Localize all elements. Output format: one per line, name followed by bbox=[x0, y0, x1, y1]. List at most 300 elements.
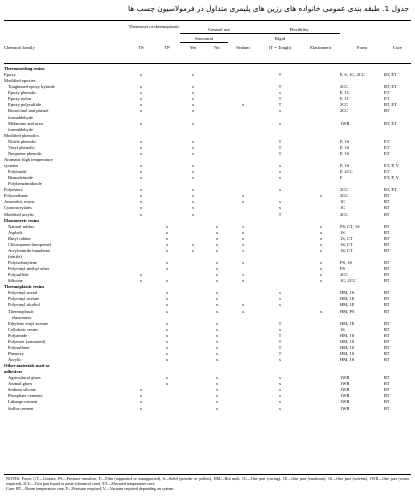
cell-fam: Polyamide bbox=[8, 332, 28, 338]
cell-no: x bbox=[215, 387, 219, 393]
cell-no: x bbox=[215, 326, 219, 332]
cell-rigid: x bbox=[278, 387, 282, 393]
cell-cure: RT, ET bbox=[384, 120, 397, 126]
cell-fam: Sulfur cement bbox=[8, 405, 34, 411]
cell-fam: Modified epoxies bbox=[4, 78, 36, 84]
tp-header: TP bbox=[164, 45, 170, 51]
cure-header: Cure bbox=[393, 45, 402, 51]
cell-form: F, 1S bbox=[340, 144, 350, 150]
cell-no: x bbox=[215, 223, 219, 229]
cell-fam: Thermoplastic bbox=[8, 308, 34, 314]
cell-no: x bbox=[215, 260, 219, 265]
cell-form: 1S, CT bbox=[340, 241, 353, 247]
cell-sealant: x bbox=[241, 102, 245, 108]
cell-form: HM, 1S bbox=[340, 332, 355, 338]
cell-sealant: x bbox=[241, 308, 245, 314]
cell-fam: Thermosetting resins bbox=[4, 66, 45, 71]
cell-form: F, 1C bbox=[340, 90, 350, 96]
yes-header: Yes bbox=[189, 45, 197, 51]
cell-form: 2CC bbox=[340, 272, 349, 278]
cell-cure: ET bbox=[384, 150, 390, 156]
cell-cure: RT bbox=[384, 235, 390, 241]
cell-yes: x bbox=[191, 187, 195, 193]
cell-fam: Phenoxy bbox=[8, 350, 24, 356]
cell-fam: Vinyl phenolic bbox=[8, 144, 35, 150]
cell-rigid: T bbox=[278, 350, 282, 356]
cell-cure: RT, ET bbox=[384, 187, 397, 193]
cell-no: x bbox=[215, 332, 219, 338]
cell-form: 1WR bbox=[340, 405, 350, 411]
cell-ts: x bbox=[139, 84, 143, 90]
cell-cure: RT bbox=[384, 405, 390, 411]
cell-fam: Melamine and urea bbox=[8, 120, 43, 126]
cell-ts: x bbox=[139, 205, 143, 211]
cell-cure: RT bbox=[384, 266, 390, 272]
cell-fam: Aromatic high temperature bbox=[4, 156, 53, 162]
resin-table bbox=[4, 66, 411, 412]
cell-elast: x bbox=[319, 247, 323, 253]
cell-form: 2CC bbox=[340, 108, 349, 114]
cell-form: PS bbox=[340, 266, 346, 272]
cell-cure: RT bbox=[384, 320, 390, 326]
cell-rigid: x bbox=[278, 120, 282, 126]
cell-rigid: x bbox=[278, 163, 282, 168]
cell-tp: x bbox=[165, 296, 169, 302]
cell-cure: RT bbox=[384, 393, 390, 399]
cell-cure: RT bbox=[384, 357, 390, 362]
cell-no: x bbox=[215, 338, 219, 344]
cell-tp: x bbox=[165, 320, 169, 326]
cell-tp: x bbox=[165, 332, 169, 338]
cell-form: HM, 1S bbox=[340, 290, 355, 296]
cell-ts: x bbox=[139, 144, 143, 150]
cell-yes: x bbox=[191, 193, 195, 199]
cell-form: 2CC bbox=[340, 102, 349, 108]
cell-fam: Thermoplastic resins bbox=[4, 284, 45, 290]
cell-rigid: T bbox=[278, 332, 282, 338]
cell-ts: x bbox=[139, 163, 143, 168]
cell-rigid: x bbox=[278, 375, 282, 381]
cell-ts: x bbox=[139, 102, 143, 108]
cell-tp: x bbox=[165, 308, 169, 314]
cell-form: 1S, CT bbox=[340, 247, 353, 253]
cell-rigid: T bbox=[278, 84, 282, 90]
header-rule bbox=[4, 63, 411, 64]
cell-rigid: T bbox=[278, 96, 282, 102]
cell-fam: Asphalt bbox=[8, 229, 22, 235]
cell-fam: Ethylene vinyl acetate bbox=[8, 320, 48, 326]
cell-form: 1S bbox=[340, 326, 345, 332]
cell-cure: RT bbox=[384, 193, 390, 199]
cell-fam: Polyvinyl methyl ether bbox=[8, 266, 50, 272]
table-notes bbox=[6, 476, 409, 492]
cell-rigid: T bbox=[278, 320, 282, 326]
cell-yes: x bbox=[191, 144, 195, 150]
cell-no: x bbox=[215, 247, 219, 253]
cell-cure: RT bbox=[384, 241, 390, 247]
cell-elast: x bbox=[319, 229, 323, 235]
cell-tp: x bbox=[165, 278, 169, 284]
cell-form: 1WR bbox=[340, 387, 350, 393]
cell-cure: RT bbox=[384, 229, 390, 235]
cell-rigid: x bbox=[278, 302, 282, 308]
cell-form: F, 1S bbox=[340, 163, 350, 168]
cell-form: 1WR bbox=[340, 399, 350, 405]
cell-elast: x bbox=[319, 235, 323, 241]
cell-yes bbox=[180, 406, 206, 412]
cell-cure: ET bbox=[384, 138, 390, 144]
cell-fam: formaldehyde bbox=[8, 114, 33, 120]
cell-tp: x bbox=[165, 381, 169, 387]
cell-ts: x bbox=[139, 399, 143, 405]
cell-sealant: x bbox=[241, 223, 245, 229]
top-rule bbox=[4, 20, 411, 21]
cell-fam: Sodium silicate bbox=[8, 387, 36, 393]
table-row bbox=[4, 406, 411, 412]
cell-fam: Polyesters bbox=[4, 187, 23, 193]
cell-form: F, 2CC bbox=[340, 169, 353, 175]
cell-fam: Animal glues bbox=[8, 381, 33, 387]
cell-cure: ET bbox=[384, 96, 390, 102]
cell-tp: x bbox=[165, 302, 169, 308]
cell-fam: Silicone bbox=[8, 278, 23, 284]
cell-cure: ET, P, V bbox=[384, 175, 399, 181]
cell-form: F bbox=[340, 175, 343, 181]
cell-cure: RT bbox=[384, 223, 390, 229]
cell-no: x bbox=[215, 344, 219, 350]
cell-sealant: x bbox=[241, 278, 245, 284]
cell-yes: x bbox=[191, 102, 195, 108]
cell-yes: x bbox=[191, 205, 195, 211]
cell-rigid: T bbox=[278, 150, 282, 156]
cell-rigid: x bbox=[278, 290, 282, 296]
cell-no: x bbox=[215, 308, 219, 314]
cell-sealant: x bbox=[241, 193, 245, 199]
cell-fam: Natural rubber bbox=[8, 223, 35, 229]
cell-cure: RT bbox=[384, 302, 390, 308]
cell-ts: x bbox=[139, 108, 143, 114]
cell-form: 1C bbox=[340, 205, 346, 211]
cell-yes: x bbox=[191, 150, 195, 156]
rigid-note-header: (T = Tough) bbox=[268, 45, 292, 51]
table-header bbox=[4, 24, 411, 51]
cell-cure: ET bbox=[384, 90, 390, 96]
cell-cure: RT bbox=[384, 399, 390, 405]
cell-ts: x bbox=[139, 199, 143, 205]
cell-ts: x bbox=[139, 278, 143, 284]
cell-yes: x bbox=[191, 169, 195, 175]
cell-yes: x bbox=[191, 84, 195, 90]
cell-fam: Acrylonitrile butadiene bbox=[8, 247, 50, 253]
cell-no: x bbox=[215, 302, 219, 308]
cell-cure: RT bbox=[384, 199, 390, 205]
cell-cure: RT bbox=[384, 375, 390, 381]
cell-form: F, 1S bbox=[340, 150, 350, 156]
cell-fam: Phosphate cements bbox=[8, 393, 43, 399]
notes-cure: Cure: RT—Room temperature cure, P—Pressure required, V—Vacuum required depending on system bbox=[6, 486, 174, 492]
cell-rigid: x bbox=[278, 199, 282, 205]
cell-ts: x bbox=[139, 193, 143, 199]
cell-rigid: x bbox=[278, 296, 282, 302]
cell-form: PS, 1S bbox=[340, 260, 353, 265]
cell-elast: x bbox=[319, 223, 323, 229]
cell-fam: Epoxy phenolic bbox=[8, 90, 37, 96]
cell-fam: Epoxy bbox=[4, 72, 16, 78]
cell-elast bbox=[302, 406, 340, 412]
cell-no: x bbox=[215, 399, 219, 405]
cell-form: PS, CT, 1S bbox=[340, 223, 360, 229]
cell-form: HM, PS bbox=[340, 308, 355, 314]
cell-fam: elastomers bbox=[12, 314, 32, 320]
cell-no: x bbox=[215, 290, 219, 296]
elastomeric-header: Elastomeric bbox=[310, 45, 332, 51]
cell-elast: x bbox=[319, 241, 323, 247]
cell-tp: x bbox=[165, 357, 169, 362]
cell-rigid: x bbox=[278, 187, 282, 193]
cell-ts: x bbox=[139, 169, 143, 175]
cell-fam: Other materials used as bbox=[4, 363, 50, 369]
notes-form: NOTES: Form: CT—Contact, PS—Pressure sensitive, F—Film (supported or unsupported), S—Solid (powder or pellets), HM—Hot melt, 1C—One part (curing), 1E—One part (emulsion), 1S—One part (solvent), 1WR—One part (water required), 2CC—Two part liquid or paste (chemical cure), ET—Elevated temperature cure. bbox=[6, 476, 409, 487]
cell-cure: ET bbox=[384, 144, 390, 150]
cell-cure: RT bbox=[384, 205, 390, 211]
form-header: Form bbox=[357, 45, 367, 51]
cell-sealant: x bbox=[241, 302, 245, 308]
cell-rigid: T bbox=[278, 344, 282, 350]
cell-fam: Chloroprene (neoprene) bbox=[8, 241, 52, 247]
cell-sealant: x bbox=[241, 229, 245, 235]
cell-tp: x bbox=[165, 344, 169, 350]
cell-ts: x bbox=[139, 387, 143, 393]
cell-fam: Agricultural glues bbox=[8, 375, 41, 381]
cell-yes: x bbox=[191, 120, 195, 126]
cell-sealant: x bbox=[241, 199, 245, 205]
cell-form: HM, 1S bbox=[340, 357, 355, 362]
cell-yes: x bbox=[191, 90, 195, 96]
cell-cure: RT bbox=[384, 108, 390, 114]
cell-fam: Polysulfone bbox=[8, 344, 30, 350]
general-use-header: General use bbox=[180, 24, 258, 33]
cell-cure: RT bbox=[384, 381, 390, 387]
cell-form: F, S, 1C, 2CC bbox=[340, 72, 365, 78]
cell-no: x bbox=[215, 375, 219, 381]
cell-elast: x bbox=[319, 272, 323, 278]
cell-no: x bbox=[215, 393, 219, 399]
rigid-header: Rigid bbox=[274, 36, 286, 42]
cell-cure: ET bbox=[384, 169, 390, 175]
table-body bbox=[4, 66, 411, 412]
cell-yes: x bbox=[191, 211, 195, 217]
cell-form: 1WR bbox=[340, 381, 350, 387]
cell-ts: x bbox=[139, 96, 143, 102]
cell-cure: RT bbox=[384, 272, 390, 278]
cell-fam: Litharge cement bbox=[8, 399, 38, 405]
cell-fam: Butyl rubber bbox=[8, 235, 31, 241]
cell-fam: Cellulosic resins bbox=[8, 326, 38, 332]
chemical-family-header: Chemical family bbox=[4, 45, 35, 51]
cell-no: x bbox=[215, 405, 219, 411]
cell-form: 1S, CT bbox=[340, 235, 353, 241]
cell-rigid: x bbox=[278, 205, 282, 211]
cell-fam: Epoxy polysulfide bbox=[8, 102, 42, 108]
cell-cure: RT, ET bbox=[384, 72, 397, 78]
cell-form: F, 1C bbox=[340, 96, 350, 102]
cell-sealant: x bbox=[241, 235, 245, 241]
cell-rigid: T bbox=[278, 338, 282, 344]
cell-yes: x bbox=[191, 175, 195, 181]
cell-yes: x bbox=[191, 108, 195, 114]
cell-fam: Modified phenolics bbox=[4, 132, 40, 138]
cell-ts: x bbox=[139, 138, 143, 144]
cell-sealant: x bbox=[241, 241, 245, 247]
cell-rigid: x bbox=[278, 399, 282, 405]
cell-rigid: x bbox=[278, 108, 282, 114]
cell-sealant bbox=[228, 406, 258, 412]
cell-rigid: x bbox=[278, 381, 282, 387]
cell-yes: x bbox=[191, 72, 195, 78]
cell-fam: Polyvinyl acetal bbox=[8, 290, 38, 296]
cell-cure: RT bbox=[384, 332, 390, 338]
cell-form: 2CC bbox=[340, 211, 349, 217]
cell-fam: Polyester (saturated) bbox=[8, 338, 46, 344]
cell-elast: x bbox=[319, 193, 323, 199]
cell-rigid: x bbox=[278, 169, 282, 175]
cell-rigid: T bbox=[278, 144, 282, 150]
cell-fam: Resorcinol and phenol bbox=[8, 108, 49, 114]
cell-fam: Elastomeric resins bbox=[4, 217, 40, 223]
cell-rigid: T bbox=[278, 72, 282, 78]
cell-sealant: x bbox=[241, 260, 245, 265]
cell-fam: Toughened epoxy hybride bbox=[8, 84, 55, 90]
cell-cure: RT bbox=[384, 296, 390, 302]
cell-form: 2CC bbox=[340, 193, 349, 199]
cell-cure: RT bbox=[384, 278, 390, 284]
cell-cure: RT, ET bbox=[384, 84, 397, 90]
cell-cure: RT bbox=[384, 308, 390, 314]
cell-cure: RT bbox=[384, 211, 390, 217]
cell-form: 2CC bbox=[340, 187, 349, 193]
cell-yes: x bbox=[191, 96, 195, 102]
cell-tp: x bbox=[165, 241, 169, 247]
cell-no: x bbox=[215, 235, 219, 241]
cell-form: 1C, 2CC bbox=[340, 278, 356, 284]
cell-ts: x bbox=[139, 393, 143, 399]
cell-ts: x bbox=[139, 211, 143, 217]
cell-fam: Acrylic bbox=[8, 357, 22, 362]
cell-no: x bbox=[215, 320, 219, 326]
cell-form: HM, 1E bbox=[340, 296, 355, 302]
cell-fam: Polyvinyl acetate bbox=[8, 296, 40, 302]
cell-ts: x bbox=[139, 90, 143, 96]
cell-fam: (nitrile) bbox=[8, 253, 22, 259]
cell-cure: RT, ET bbox=[384, 102, 397, 108]
cell-rigid: T bbox=[278, 211, 282, 217]
cell-ts: x bbox=[139, 72, 143, 78]
cell-tp: x bbox=[165, 338, 169, 344]
cell-fam: Nitrile phenolic bbox=[8, 138, 37, 144]
cell-no: x bbox=[215, 229, 219, 235]
cell-yes: x bbox=[191, 247, 195, 253]
cell-rigid: x bbox=[278, 175, 282, 181]
no-header: No bbox=[214, 45, 220, 51]
cell-no: x bbox=[215, 241, 219, 247]
cell-elast: x bbox=[319, 266, 323, 272]
cell-ts: x bbox=[139, 120, 143, 126]
table-caption: جدول 1. طبقه بندی عمومی خانواده های رزین های پلیمری متداول در فرمولاسیون چسب ها bbox=[128, 4, 409, 13]
flexibility-header: Flexibility bbox=[258, 24, 340, 33]
cell-yes: x bbox=[191, 199, 195, 205]
cell-fam: Polyisobutylene bbox=[8, 260, 37, 265]
cell-rigid: x bbox=[278, 405, 282, 411]
cell-rigid: T bbox=[278, 138, 282, 144]
cell-yes: x bbox=[191, 241, 195, 247]
cell-ts: x bbox=[139, 405, 143, 411]
cell-ts: x bbox=[139, 187, 143, 193]
cell-fam: Polyimide bbox=[8, 169, 27, 175]
cell-fam: adhesives bbox=[4, 369, 23, 375]
cell-tp: x bbox=[165, 350, 169, 356]
cell-form: HM, 1E bbox=[340, 302, 355, 308]
cell-yes: x bbox=[191, 138, 195, 144]
cell-fam: Anaerobic resins bbox=[4, 199, 35, 205]
cell-form: HM, 1S bbox=[340, 338, 355, 344]
sealant-header: Sealant bbox=[236, 45, 250, 51]
cell-fam: Modified acrylic bbox=[4, 211, 35, 217]
cell-form: 1WR bbox=[340, 120, 350, 126]
cell-rigid: x bbox=[278, 90, 282, 96]
cell-fam: Polysulfide bbox=[8, 272, 29, 278]
cell-no: x bbox=[215, 381, 219, 387]
cell-fam: Polyvinyl alcohol bbox=[8, 302, 40, 308]
cell-sealant: x bbox=[241, 272, 245, 278]
cell-form: 2CC bbox=[340, 84, 349, 90]
cell-fam: systems bbox=[4, 163, 19, 168]
cell-yes: x bbox=[191, 163, 195, 168]
cell-ts: x bbox=[139, 175, 143, 181]
cell-ts: x bbox=[139, 272, 143, 278]
cell-tp: x bbox=[165, 229, 169, 235]
ts-header: TS bbox=[138, 45, 144, 51]
cell-cure: ET, P, V bbox=[384, 163, 399, 168]
cell-form: 1C bbox=[340, 199, 346, 205]
cell-tp: x bbox=[165, 326, 169, 332]
cell-no: x bbox=[215, 350, 219, 356]
cell-cure: RT bbox=[384, 344, 390, 350]
cell-tp: x bbox=[165, 260, 169, 265]
cell-no: x bbox=[215, 278, 219, 284]
cell-fam: Epoxy nylon bbox=[8, 96, 32, 102]
cell-tp: x bbox=[165, 266, 169, 272]
cell-rigid: x bbox=[278, 357, 282, 362]
cell-ts: x bbox=[139, 150, 143, 156]
cell-form: HM, 1S bbox=[340, 344, 355, 350]
cell-fam: formaldehyde bbox=[8, 126, 33, 132]
cell-no: x bbox=[215, 296, 219, 302]
cell-elast: x bbox=[319, 278, 323, 284]
cell-tp: x bbox=[165, 235, 169, 241]
cell-fam: Neoprene phenolic bbox=[8, 150, 43, 156]
cell-cure: RT bbox=[384, 290, 390, 296]
cell-cure: RT bbox=[384, 247, 390, 253]
cell-no: x bbox=[215, 357, 219, 362]
cell-fam: Polybenzimidizole bbox=[8, 181, 42, 187]
cell-tp: x bbox=[165, 290, 169, 296]
bottom-rule bbox=[4, 474, 411, 475]
cell-fam: Cyanoacrylates bbox=[4, 205, 32, 211]
cell-tp: x bbox=[165, 247, 169, 253]
cell-tp bbox=[154, 406, 180, 412]
cell-cure: RT bbox=[384, 338, 390, 344]
thermo-group-header: Thermoset or thermoplastic bbox=[128, 24, 180, 29]
